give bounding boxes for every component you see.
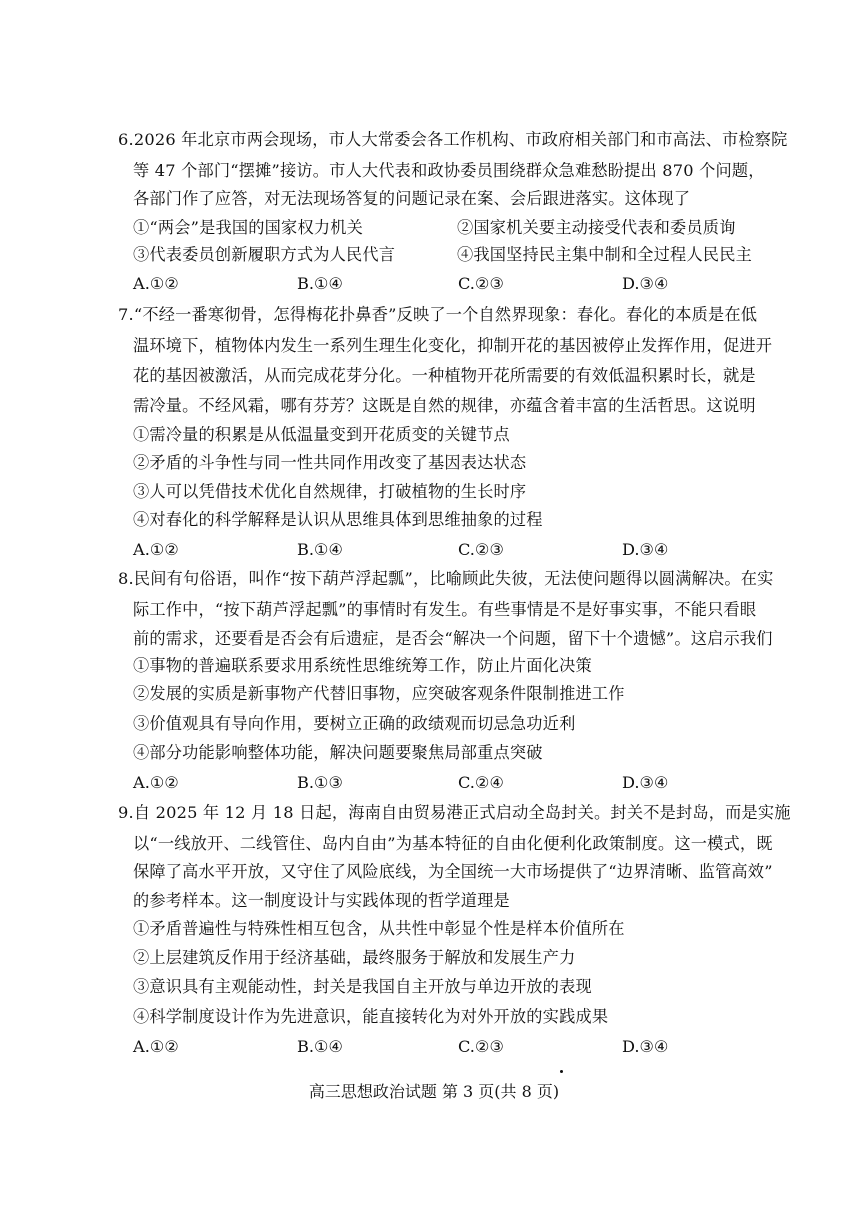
answer-choice-a: A.①② xyxy=(133,773,179,792)
option-3: ③意识具有主观能动性，封关是我国自主开放与单边开放的表现 xyxy=(133,977,592,996)
option-4: ④我国坚持民主集中制和全过程人民民主 xyxy=(457,245,752,264)
question-stem-line: 保障了高水平开放，又守住了风险底线，为全国统一大市场提供了“边界清晰、监管高效” xyxy=(133,862,773,881)
answer-choice-d: D.③④ xyxy=(622,773,669,792)
question-stem-line: 等 47 个部门“摆摊”接访。市人大代表和政协委员围绕群众急难愁盼提出 870 个问题， xyxy=(133,161,765,180)
option-2: ②发展的实质是新事物产代替旧事物，应突破客观条件限制推进工作 xyxy=(133,684,625,703)
option-3: ③代表委员创新履职方式为人民代言 xyxy=(133,245,396,264)
answer-choice-d: D.③④ xyxy=(622,274,669,293)
answer-choice-c: C.②③ xyxy=(458,1037,504,1056)
answer-choice-b: B.①③ xyxy=(297,773,344,792)
stray-dot-mark xyxy=(560,1070,563,1073)
question-stem-line: 需冷量。不经风霜，哪有芬芳？这既是自然的规律，亦蕴含着丰富的生活哲思。这说明 xyxy=(133,396,756,415)
answer-choice-a: A.①② xyxy=(133,274,179,293)
question-stem-line: 7.“不经一番寒彻骨，怎得梅花扑鼻香”反映了一个自然界现象：春化。春化的本质是在低 xyxy=(118,305,758,324)
option-1: ①“两会”是我国的国家权力机关 xyxy=(133,218,363,237)
question-stem-line: 以“一线放开、二线管住、岛内自由”为基本特征的自由化便利化政策制度。这一模式，既 xyxy=(133,834,773,853)
question-stem-line: 际工作中，“按下葫芦浮起瓢”的事情时有发生。有些事情是不是好事实事，不能只看眼 xyxy=(133,600,757,619)
question-stem-line: 前的需求，还要看是否会有后遗症，是否会“解决一个问题，留下十个遗憾”。这启示我们 xyxy=(133,629,773,648)
answer-choice-c: C.②④ xyxy=(458,773,504,792)
option-3: ③人可以凭借技术优化自然规律，打破植物的生长时序 xyxy=(133,482,527,501)
answer-choice-c: C.②③ xyxy=(458,540,504,559)
question-stem-line: 6.2026 年北京市两会现场，市人大常委会各工作机构、市政府相关部门和市高法、市检察院 xyxy=(118,130,788,149)
option-4: ④科学制度设计作为先进意识，能直接转化为对外开放的实践成果 xyxy=(133,1007,609,1026)
question-stem-line: 花的基因被激活，从而完成花芽分化。一种植物开花所需要的有效低温积累时长，就是 xyxy=(133,366,756,385)
option-1: ①矛盾普遍性与特殊性相互包含，从共性中彰显个性是样本价值所在 xyxy=(133,919,625,938)
answer-choice-b: B.①④ xyxy=(297,540,344,559)
answer-choice-a: A.①② xyxy=(133,540,179,559)
answer-choice-b: B.①④ xyxy=(297,1037,344,1056)
option-4: ④部分功能影响整体功能，解决问题要聚焦局部重点突破 xyxy=(133,743,543,762)
option-2: ②矛盾的斗争性与同一性共同作用改变了基因表达状态 xyxy=(133,453,527,472)
question-stem-line: 温环境下，植物体内发生一系列生理生化变化，抑制开花的基因被停止发挥作用，促进开 xyxy=(133,336,773,355)
question-stem-line: 8.民间有句俗语，叫作“按下葫芦浮起瓢”，比喻顾此失彼，无法使问题得以圆满解决。在实 xyxy=(118,569,774,588)
option-4: ④对春化的科学解释是认识从思维具体到思维抽象的过程 xyxy=(133,510,543,529)
option-3: ③价值观具有导向作用，要树立正确的政绩观而切忌急功近利 xyxy=(133,714,576,733)
page-footer: 高三思想政治试题 第 3 页(共 8 页) xyxy=(308,1082,560,1101)
option-1: ①需冷量的积累是从低温量变到开花质变的关键节点 xyxy=(133,425,510,444)
answer-choice-d: D.③④ xyxy=(622,540,669,559)
answer-choice-a: A.①② xyxy=(133,1037,179,1056)
answer-choice-d: D.③④ xyxy=(622,1037,669,1056)
answer-choice-c: C.②③ xyxy=(458,274,504,293)
option-2: ②上层建筑反作用于经济基础，最终服务于解放和发展生产力 xyxy=(133,948,576,967)
question-stem-line: 各部门作了应答，对无法现场答复的问题记录在案、会后跟进落实。这体现了 xyxy=(133,189,691,208)
answer-choice-b: B.①④ xyxy=(297,274,344,293)
option-2: ②国家机关要主动接受代表和委员质询 xyxy=(457,218,736,237)
option-1: ①事物的普遍联系要求用系统性思维统筹工作，防止片面化决策 xyxy=(133,656,592,675)
question-stem-line: 的参考样本。这一制度设计与实践体现的哲学道理是 xyxy=(133,891,510,910)
question-stem-line: 9.自 2025 年 12 月 18 日起，海南自由贸易港正式启动全岛封关。封关不是封岛，而是实施 xyxy=(118,803,791,822)
